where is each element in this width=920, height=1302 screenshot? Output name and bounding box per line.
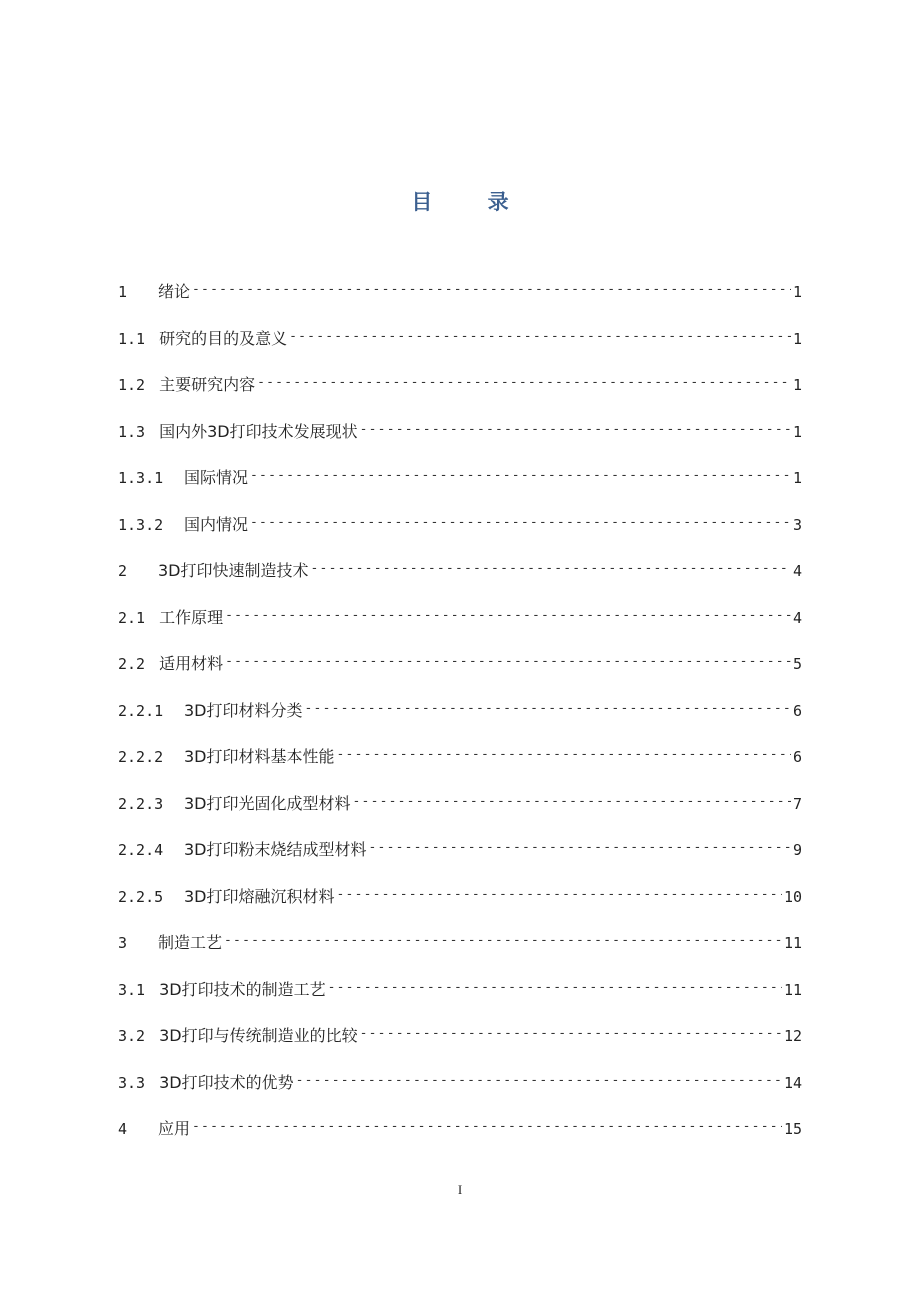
section-title: 3D打印快速制造技术 [158,561,309,580]
page-number: 11 [783,934,802,952]
toc-entry[interactable] [118,745,802,792]
toc-entry[interactable] [118,885,802,932]
toc-entry[interactable] [118,931,802,978]
dot-leader [337,883,782,907]
page-number: 14 [783,1073,802,1092]
section-title: 国内情况 [184,514,249,534]
dot-leader [257,371,791,395]
dot-leader [225,650,791,674]
section-title: 研究的目的及意义 [159,328,288,348]
dot-leader [311,557,791,581]
dot-leader [250,464,791,488]
footer-page-number: I [457,1182,463,1197]
toc-entry[interactable] [118,606,802,653]
section-number: 1.1 [118,329,146,348]
section-title: 3D打印与传统制造业的比较 [159,1026,358,1045]
page-number: 12 [783,1027,802,1045]
page-number: 1 [792,376,802,394]
page-number: 4 [792,562,802,580]
section-number: 2.2.5 [118,887,164,906]
section-number: 1.3 [118,422,146,441]
section-number: 2.2.1 [118,701,164,720]
toc-entry[interactable] [118,978,802,1025]
section-number: 2 [118,562,128,580]
section-title: 主要研究内容 [159,375,256,394]
toc-entry[interactable] [118,513,802,560]
page-number: 9 [792,841,802,859]
toc-entry[interactable] [118,420,802,467]
page-number: 6 [792,748,802,766]
page-number: 11 [783,980,802,999]
section-title: 3D打印技术的优势 [159,1072,294,1092]
page-number: 6 [792,701,802,720]
section-number: 3.1 [118,980,146,999]
dot-leader [369,836,791,860]
table-of-contents [118,280,802,1164]
page-number: 3 [792,515,802,534]
section-number: 3.3 [118,1073,146,1092]
toc-entry[interactable] [118,838,802,885]
dot-leader [337,743,791,767]
toc-entry[interactable] [118,327,802,374]
page-number: 1 [792,329,802,348]
section-number: 1.3.2 [118,515,164,534]
section-title: 制造工艺 [158,933,223,952]
section-title: 3D打印技术的制造工艺 [159,979,326,999]
page-number: 4 [792,608,802,627]
toc-entry[interactable] [118,280,802,327]
section-title: 3D打印粉末烧结成型材料 [184,840,367,859]
dot-leader [289,325,791,349]
section-title: 3D打印材料分类 [184,700,303,720]
dot-leader [296,1069,782,1093]
page-number: 5 [792,655,802,673]
dot-leader [353,790,791,814]
dot-leader [360,418,791,442]
section-title: 应用 [158,1119,191,1138]
section-number: 2.2.4 [118,841,164,859]
section-number: 2.2 [118,655,146,673]
section-title: 适用材料 [159,654,224,673]
page-number: 1 [792,469,802,487]
section-number: 2.1 [118,608,146,627]
page-number: 7 [792,794,802,813]
dot-leader [328,976,782,1000]
section-number: 3 [118,934,128,952]
section-title: 国内外3D打印技术发展现状 [159,421,358,441]
section-number: 2.2.2 [118,748,164,766]
toc-entry[interactable] [118,1024,802,1071]
section-title: 绪论 [158,282,191,301]
dot-leader [192,1115,782,1139]
page-number: 15 [783,1120,802,1138]
dot-leader [360,1022,782,1046]
section-title: 3D打印熔融沉积材料 [184,886,335,906]
section-number: 2.2.3 [118,794,164,813]
section-number: 1.2 [118,376,146,394]
dot-leader [192,278,791,302]
dot-leader [250,511,791,535]
toc-entry[interactable] [118,652,802,699]
section-number: 4 [118,1120,128,1138]
toc-title: 目 录 [411,190,533,214]
page-number: 10 [783,887,802,906]
toc-entry[interactable] [118,559,802,606]
section-title: 3D打印光固化成型材料 [184,793,351,813]
dot-leader [225,604,791,628]
dot-leader [305,697,791,721]
toc-entry[interactable] [118,1071,802,1118]
page-number: 1 [792,422,802,441]
section-title: 国际情况 [184,468,249,487]
toc-entry[interactable] [118,699,802,746]
section-number: 1.3.1 [118,469,164,487]
section-number: 1 [118,283,128,301]
page-number: 1 [792,283,802,301]
toc-entry[interactable] [118,466,802,513]
toc-entry[interactable] [118,373,802,420]
section-title: 3D打印材料基本性能 [184,747,335,766]
section-title: 工作原理 [159,607,224,627]
dot-leader [224,929,782,953]
section-number: 3.2 [118,1027,146,1045]
toc-entry[interactable] [118,1117,802,1164]
toc-entry[interactable] [118,792,802,839]
